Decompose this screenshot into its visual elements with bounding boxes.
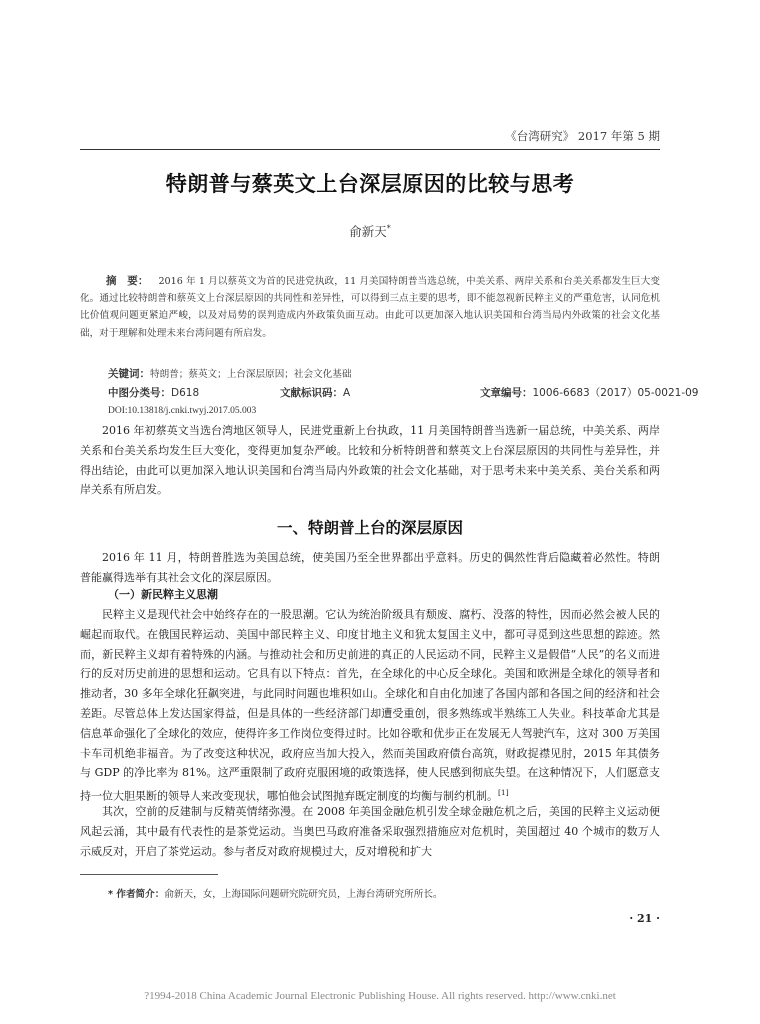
footnote-text: 俞新天，女，上海国际问题研究院研究员，上海台湾研究所所长。 <box>164 889 443 900</box>
keywords-label: 关键词： <box>108 368 150 380</box>
section-heading: 一、特朗普上台的深层原因 <box>276 519 463 537</box>
journal-header: 《台湾研究》 2017 年第 5 期 <box>505 129 660 143</box>
copyright-notice: ?1994-2018 China Academic Journal Electronic Publishing House. All rights reserved. http://www.cnki.net <box>144 990 616 1002</box>
author-line <box>80 222 660 240</box>
doi: DOI:10.13818/j.cnki.twyj.2017.05.003 <box>108 406 257 416</box>
section-paragraph-1: 2016 年 11 月，特朗普胜选为美国总统，使美国乃至全世界都出乎意料。历史的偶然性背后隐藏着必然性。特朗普能赢得选举有其社会文化的深层原因。 <box>80 551 660 584</box>
doc-code-label: 文献标识码： <box>280 387 343 399</box>
keywords-text: 特朗普；蔡英文；上台深层原因；社会文化基础 <box>150 369 352 380</box>
author-name: 俞新天 <box>349 224 387 239</box>
section-paragraph-2-text: 民粹主义是现代社会中始终存在的一股思潮。它认为统治阶级具有颓废、腐朽、没落的特性，因而必然会被人民的崛起而取代。在俄国民粹运动、美国中部民粹主义、印度甘地主义和犹太复国主义中，都可寻觅到这些思想的踪迹。然而，新民粹主义却有着特殊的内涵。与推动社会和历史前进的真正的人民运动不同，民粹主义是假借“人民”的名义而进行的反对历史前进的思想和运动。它具有以下特点：首先，在全球化的中心反全球化。美国和欧洲是全球化的领导者和推动者，30 多年全球化狂飙突进，与此同时问题也堆积如山。全球化和自由化加速了各国内部和各国之间的经济和社会差距。尽管总体上发达国家得益，但是具体的一些经济部门却遭受重创，很多熟练或半熟练工人失业。科技革命尤其是信息革命强化了全球化的效应，使得许多工作岗位变得过时。比如谷歌和优步正在发展无人驾驶汽车，这对 300 万美国卡车司机绝非福音。为了改变这种状况，政府应当加大投入，然而美国政府债台高筑，财政捉襟见肘，2015 年其债务与 GDP 的净比率为 81%。这严重限制了政府克服困境的政策选择，使人民感到彻底失望。在这种情况下，人们愿意支持一位大胆果断的领导人来改变现状，哪怕他会试图抛弃既定制度的均衡与制约机制。 <box>80 608 660 803</box>
intro-paragraph: 2016 年初蔡英文当选台湾地区领导人，民进党重新上台执政，11 月美国特朗普当选新一届总统，中美关系、两岸关系和台美关系均发生巨大变化，变得更加复杂严峻。比较和分析特朗普和蔡英文上台深层原因的共同性与差异性，并得出结论，由此可以更加深入地认识美国和台湾当局内外政策的社会文化基础，对于思考未来中美关系、美台关系和两岸关系有所启发。 <box>80 424 660 497</box>
page-number: · 21 · <box>629 912 660 925</box>
header-rule <box>80 149 660 150</box>
section-paragraph-3: 其次，空前的反建制与反精英情绪弥漫。在 2008 年美国金融危机引发全球金融危机之后，美国的民粹主义运动便风起云涌，其中最有代表性的是茶党运动。当奥巴马政府准备采取强烈措施应对危机时，美国超过 40 个城市的数万人示威反对，开启了茶党运动。参与者反对政府规模过大，反对增税和扩大 <box>80 805 660 858</box>
abstract-text: 2016 年 1 月以蔡英文为首的民进党执政，11 月美国特朗普当选总统，中美关系、两岸关系和台美关系都发生巨大变化。通过比较特朗普和蔡英文上台深层原因的共同性和差异性，可以得到三点主要的思考，即不能忽视新民粹主义的严重危害，认同危机比价值观问题更紧迫严峻，以及对局势的误判造成内外政策负面互动。由此可以更加深入地认识美国和台湾当局内外政策的社会文化基础，对于理解和处理未来台湾问题有所启发。 <box>80 276 660 339</box>
section-paragraph-2 <box>80 605 660 807</box>
footnote-rule <box>80 874 218 875</box>
article-number-label: 文章编号： <box>480 387 533 399</box>
author-footnote-mark: * <box>386 223 391 233</box>
article-title: 特朗普与蔡英文上台深层原因的比较与思考 <box>165 171 575 196</box>
clc-value: D618 <box>171 387 200 399</box>
doc-code-value: A <box>343 387 351 399</box>
footnote <box>108 886 443 900</box>
article-number-value: 1006-6683（2017）05-0021-09 <box>532 387 699 399</box>
abstract <box>80 273 660 342</box>
keywords <box>80 366 660 381</box>
citation-ref: [1] <box>498 788 509 798</box>
abstract-label: 摘 要： <box>106 275 149 287</box>
subsection-heading: （一）新民粹主义思潮 <box>108 588 218 601</box>
clc-label: 中图分类号： <box>108 387 171 399</box>
footnote-label: * 作者简介： <box>108 889 165 900</box>
